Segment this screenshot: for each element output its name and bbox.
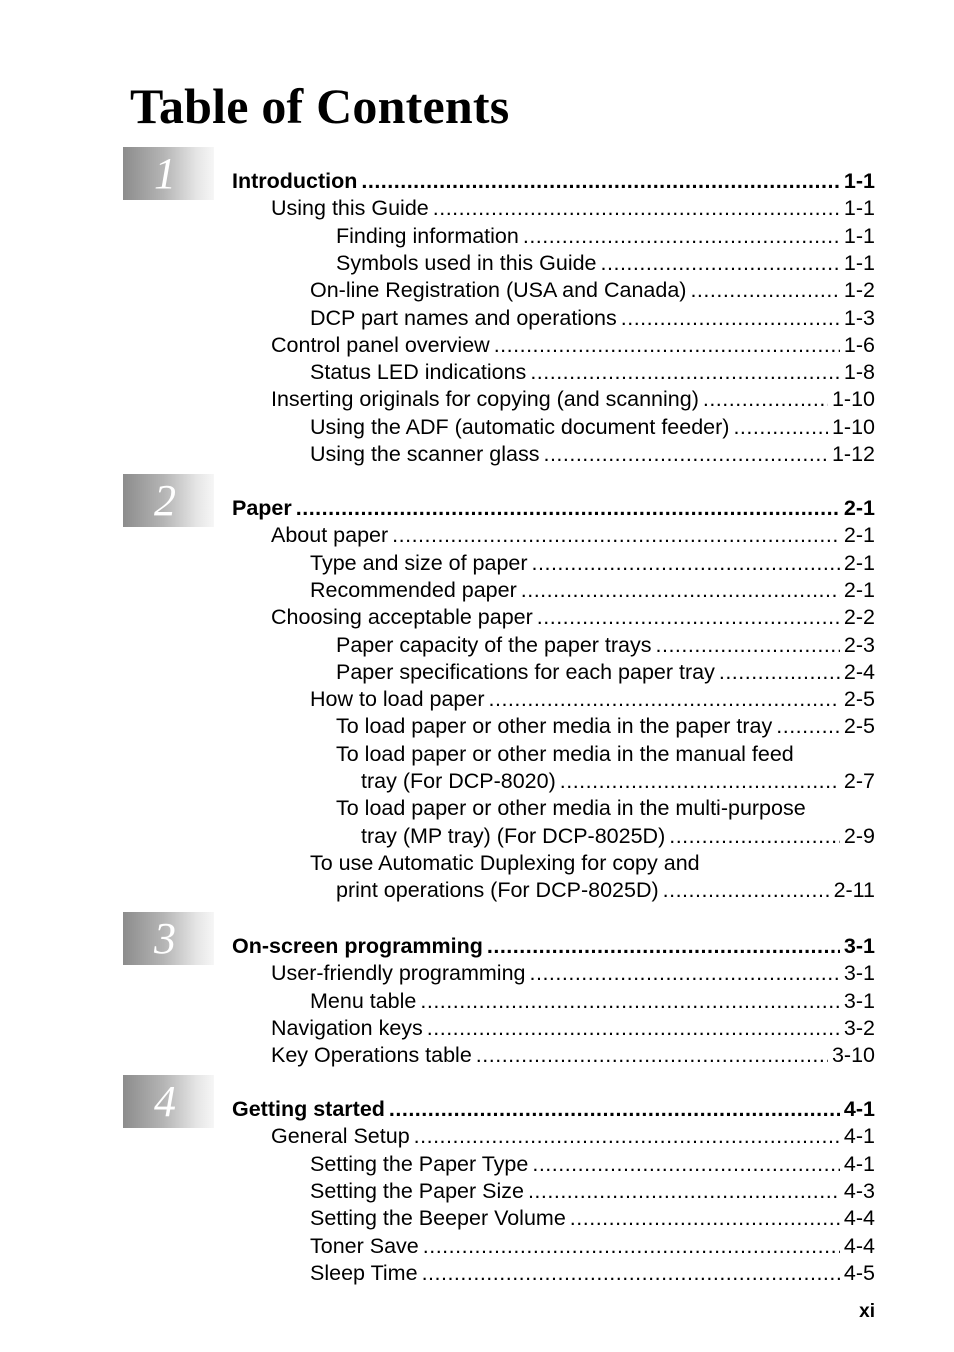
chapter-number: 3 (154, 914, 176, 963)
toc-entry-label: DCP part names and operations (310, 306, 617, 330)
toc-entry-label: Setting the Beeper Volume (310, 1206, 566, 1230)
toc-entry-label: Using the ADF (automatic document feeder) (310, 415, 730, 439)
toc-entry-label: Paper capacity of the paper trays (336, 633, 652, 657)
toc-entry-page: 4-4 (843, 1234, 875, 1258)
toc-entry-page: 4-1 (843, 1097, 875, 1121)
toc-entry[interactable] (310, 1260, 875, 1287)
dot-leader (776, 713, 840, 740)
chapter-number: 2 (154, 476, 176, 525)
dot-leader (422, 1260, 840, 1287)
toc-entry[interactable] (310, 1233, 875, 1260)
dot-leader (656, 632, 840, 659)
dot-leader (433, 195, 840, 222)
toc-entry[interactable] (271, 604, 875, 631)
dot-leader (521, 577, 840, 604)
toc-entry-page: 2-1 (843, 496, 875, 520)
dot-leader (489, 686, 840, 713)
toc-entry-label: Using the scanner glass (310, 442, 540, 466)
toc-entry[interactable] (310, 686, 875, 713)
toc-entry-label: General Setup (271, 1124, 410, 1148)
chapter-tab (123, 147, 214, 200)
toc-entry-page: 1-3 (843, 306, 875, 330)
toc-entry-page: 4-1 (843, 1124, 875, 1148)
toc-entry-page: 1-1 (843, 251, 875, 275)
toc-entry[interactable] (310, 414, 875, 441)
toc-entry-label: Symbols used in this Guide (336, 251, 597, 275)
toc-entry[interactable] (310, 988, 875, 1015)
toc-entry-page: 2-1 (843, 578, 875, 602)
toc-entry-label: To load paper or other media in the multi-purpose (336, 796, 806, 820)
toc-entry-page: 3-1 (843, 961, 875, 985)
toc-entry-page: 2-3 (843, 633, 875, 657)
toc-chapter-heading[interactable] (232, 168, 875, 195)
page-title: Table of Contents (130, 78, 510, 134)
dot-leader (703, 386, 828, 413)
toc-entry-page: 1-2 (843, 278, 875, 302)
toc-entry[interactable] (361, 823, 875, 850)
dot-leader (663, 877, 830, 904)
toc-entry-label: Using this Guide (271, 196, 429, 220)
dot-leader (690, 277, 839, 304)
toc-entry-page: 4-3 (843, 1179, 875, 1203)
chapter-tab (123, 474, 214, 527)
toc-entry-label: To load paper or other media in the paper tray (336, 714, 773, 738)
toc-entry-label: On-line Registration (USA and Canada) (310, 278, 687, 302)
toc-entry-label: Menu table (310, 989, 417, 1013)
toc-entry-label: Getting started (232, 1097, 385, 1121)
toc-entry-label: Type and size of paper (310, 551, 528, 575)
toc-chapter-heading[interactable] (232, 1096, 875, 1123)
dot-leader (296, 495, 840, 522)
toc-entry[interactable] (310, 577, 875, 604)
toc-entry-page: 2-1 (843, 523, 875, 547)
toc-entry-label: tray (MP tray) (For DCP-8025D) (361, 824, 666, 848)
toc-entry-page: 1-1 (843, 224, 875, 248)
chapter-number: 1 (154, 149, 176, 198)
toc-entry-page: 1-6 (843, 333, 875, 357)
toc-entry[interactable] (310, 277, 875, 304)
dot-leader (532, 1151, 840, 1178)
toc-entry-page: 1-12 (831, 442, 875, 466)
toc-entry[interactable] (336, 877, 875, 904)
toc-entry-page: 4-4 (843, 1206, 875, 1230)
toc-entry-page: 1-1 (843, 169, 875, 193)
toc-entry-label: Choosing acceptable paper (271, 605, 533, 629)
chapter-tab (123, 912, 214, 965)
dot-leader (719, 659, 840, 686)
toc-entry-page: 2-5 (843, 687, 875, 711)
toc-entry-label: tray (For DCP-8020) (361, 769, 556, 793)
dot-leader (528, 1178, 840, 1205)
dot-leader (733, 414, 828, 441)
toc-chapter-heading[interactable] (232, 933, 875, 960)
toc-entry-label: Key Operations table (271, 1043, 472, 1067)
toc-entry[interactable] (310, 1151, 875, 1178)
toc-entry-page: 2-11 (833, 878, 875, 902)
toc-entry[interactable] (361, 768, 875, 795)
toc-entry[interactable] (271, 960, 875, 987)
toc-entry[interactable] (271, 1015, 875, 1042)
toc-entry-page: 1-10 (831, 387, 875, 411)
toc-entry[interactable] (271, 1042, 875, 1069)
toc-entry-page: 3-2 (843, 1016, 875, 1040)
dot-leader (601, 250, 840, 277)
dot-leader (530, 960, 840, 987)
toc-entry-label: Control panel overview (271, 333, 490, 357)
toc-entry[interactable] (310, 550, 875, 577)
toc-entry-label: To load paper or other media in the manual feed (336, 742, 794, 766)
toc-entry-label: Paper (232, 496, 292, 520)
toc-entry-page: 2-7 (843, 769, 875, 793)
toc-entry-page: 3-10 (831, 1043, 875, 1067)
toc-entry[interactable] (271, 522, 875, 549)
toc-entry[interactable] (271, 386, 875, 413)
dot-leader (530, 359, 840, 386)
dot-leader (621, 305, 840, 332)
toc-entry[interactable] (336, 713, 875, 740)
toc-entry-label: How to load paper (310, 687, 485, 711)
toc-entry-label: Introduction (232, 169, 358, 193)
toc-entry-page: 4-1 (843, 1152, 875, 1176)
toc-entry-page: 4-5 (843, 1261, 875, 1285)
toc-entry[interactable] (310, 441, 875, 468)
dot-leader (392, 522, 840, 549)
toc-entry-page: 3-1 (843, 989, 875, 1013)
toc-entry-label: User-friendly programming (271, 961, 526, 985)
toc-entry-page: 2-1 (843, 551, 875, 575)
dot-leader (414, 1123, 840, 1150)
toc-entry-label: Toner Save (310, 1234, 419, 1258)
toc-entry[interactable] (310, 305, 875, 332)
toc-entry[interactable] (336, 659, 875, 686)
dot-leader (389, 1096, 840, 1123)
toc-entry-label: Finding information (336, 224, 519, 248)
dot-leader (523, 223, 840, 250)
toc-entry-page: 2-4 (843, 660, 875, 684)
toc-entry-label: To use Automatic Duplexing for copy and (310, 851, 700, 875)
toc-entry-label: Setting the Paper Size (310, 1179, 524, 1203)
toc-entry[interactable] (271, 195, 875, 222)
toc-entry[interactable] (271, 332, 875, 359)
dot-leader (537, 604, 840, 631)
toc-entry-label: On-screen programming (232, 934, 483, 958)
toc-entry[interactable] (310, 359, 875, 386)
toc-entry-label: Recommended paper (310, 578, 517, 602)
dot-leader (476, 1042, 828, 1069)
dot-leader (494, 332, 840, 359)
toc-entry-label: Paper specifications for each paper tray (336, 660, 715, 684)
dot-leader (570, 1205, 840, 1232)
toc-entry-label: Status LED indications (310, 360, 527, 384)
toc-entry-label: Navigation keys (271, 1016, 423, 1040)
dot-leader (560, 768, 840, 795)
chapter-tab (123, 1075, 214, 1128)
dot-leader (423, 1233, 840, 1260)
dot-leader (487, 933, 840, 960)
dot-leader (532, 550, 840, 577)
toc-entry[interactable] (310, 1178, 875, 1205)
toc-entry[interactable] (310, 1205, 875, 1232)
toc-entry[interactable] (336, 632, 875, 659)
toc-entry-page: 2-2 (843, 605, 875, 629)
toc-entry[interactable] (271, 1123, 875, 1150)
toc-entry-page: 2-9 (843, 824, 875, 848)
toc-entry-label: About paper (271, 523, 389, 547)
toc-entry-label: Inserting originals for copying (and scanning) (271, 387, 699, 411)
toc-entry-page: 2-5 (843, 714, 875, 738)
toc-entry-page: 1-1 (843, 196, 875, 220)
dot-leader (543, 441, 827, 468)
toc-entry[interactable] (336, 250, 875, 277)
toc-chapter-heading[interactable] (232, 495, 875, 522)
dot-leader (427, 1015, 840, 1042)
toc-entry-label: Setting the Paper Type (310, 1152, 529, 1176)
page-number: xi (859, 1301, 875, 1322)
dot-leader (420, 988, 840, 1015)
toc-entry-page: 1-8 (843, 360, 875, 384)
toc-entry-label: Sleep Time (310, 1261, 418, 1285)
toc-entry-page: 1-10 (831, 415, 875, 439)
chapter-number: 4 (154, 1077, 176, 1126)
toc-entry-label: print operations (For DCP-8025D) (336, 878, 659, 902)
toc-entry-page: 3-1 (843, 934, 875, 958)
dot-leader (669, 823, 840, 850)
dot-leader (361, 168, 840, 195)
toc-entry[interactable] (336, 223, 875, 250)
